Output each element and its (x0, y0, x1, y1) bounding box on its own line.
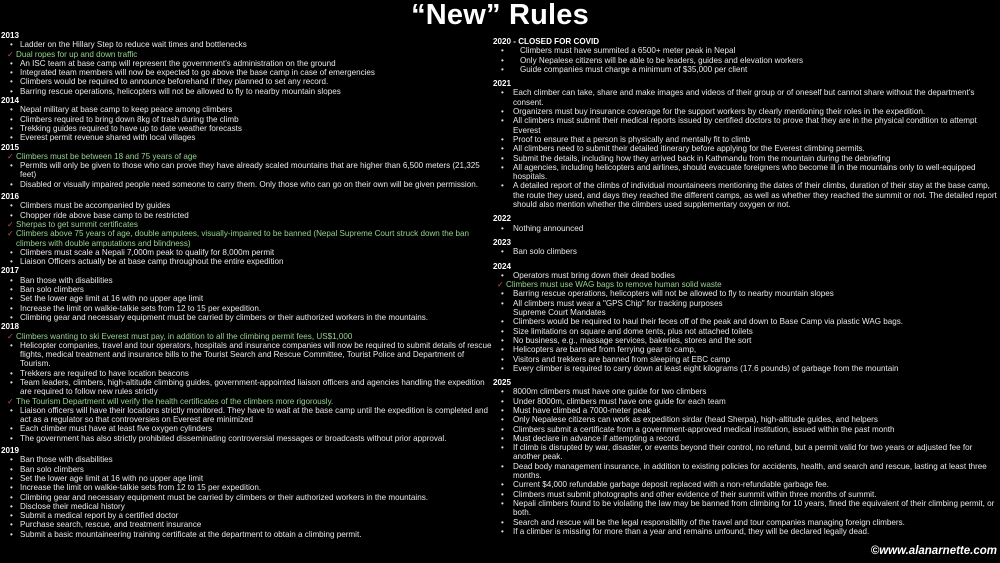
bullet-icon: • (501, 433, 504, 443)
rule-text: Climbing gear and necessary equipment must be carried by climbers or their authorized workers in the mountains. (20, 492, 429, 502)
year-heading: 2014 (1, 96, 20, 106)
rule-item (1, 115, 493, 124)
bullet-icon: • (10, 483, 13, 493)
rule-item (1, 211, 493, 220)
rule-item (1, 530, 493, 539)
bullet-icon: • (501, 134, 504, 144)
year-section (1, 31, 493, 96)
rule-text: Dual ropes for up and down traffic (16, 49, 138, 59)
rule-text: Set the lower age limit at 16 with no upper age limit (20, 294, 204, 304)
rule-item (493, 434, 998, 443)
rule-text: Search and rescue will be the legal responsibility of the travel and tour companies managing foreign climbers. (513, 517, 905, 527)
rule-text: Climbers must submit photographs and other evidence of their summit within three months of summit. (513, 489, 877, 499)
rule-text: Liaison Officers actually be at base camp throughout the entire expedition (20, 257, 284, 267)
bullet-icon: • (501, 55, 504, 65)
rule-item (493, 181, 998, 209)
bullet-icon: • (10, 368, 13, 378)
rule-text: Permits will only be given to those who can prove they have already scaled mountains that are higher than 6,500 meters (21,325 feet) (20, 161, 480, 180)
rule-text: Climbers required to bring down 8kg of trash during the climb (20, 114, 239, 124)
copyright-watermark: ©www.alanarnette.com (870, 545, 997, 557)
rule-item (493, 443, 998, 462)
year-heading: 2025 (493, 378, 512, 388)
bullet-icon: • (10, 464, 13, 474)
rule-item (1, 133, 493, 142)
rule-text: Climbers must scale a Nepali 7,000m peak to qualify for 8,000m permit (20, 247, 275, 257)
bullet-icon: • (501, 335, 504, 345)
rule-text: Nepali climbers found to be violating the law may be banned from climbing for 10 years, fined the equivalent of their climbing permit, or both. (513, 498, 995, 518)
bullet-icon: • (10, 40, 13, 50)
bullet-icon: • (10, 179, 13, 189)
rule-item (1, 378, 493, 397)
year-heading: 2022 (493, 214, 512, 224)
rule-text: All climbers must submit their medical reports issued by certified doctors to prove that they are in the physical condition to attempt Everest (513, 116, 977, 135)
bullet-icon: • (501, 298, 504, 308)
bullet-icon: • (10, 77, 13, 87)
bullet-icon: • (10, 312, 13, 322)
rule-item (493, 387, 998, 396)
bullet-icon: • (501, 526, 504, 536)
bullet-icon: • (501, 345, 504, 355)
rule-text: Every climber is required to carry down at least eight kilograms (17.6 pounds) of garbage from the mountain (513, 363, 899, 373)
rule-item (1, 483, 493, 492)
rule-item (493, 46, 998, 55)
rule-item (1, 294, 493, 303)
year-heading: 2020 - CLOSED FOR COVID (493, 37, 600, 46)
page-title: “New” Rules (411, 0, 589, 31)
bullet-icon: • (501, 480, 504, 490)
bullet-icon: • (10, 433, 13, 443)
rule-item (1, 59, 493, 68)
rule-item-implemented (1, 152, 493, 161)
rule-item (1, 369, 493, 378)
rule-item (1, 180, 493, 189)
rule-text: Set the lower age limit at 16 with no upper age limit (20, 473, 204, 483)
rule-text: Organizers must buy insurance coverage for the support workers by clearly mentioning their roles in the expedition. (513, 107, 926, 117)
rule-text: Guide companies must charge a minimum of $35,000 per client (520, 64, 748, 74)
bullet-icon: • (10, 133, 13, 143)
rule-item (1, 105, 493, 114)
checkmark-icon: ✓ (7, 151, 14, 161)
bullet-icon: • (501, 317, 504, 327)
year-section (493, 37, 998, 74)
bullet-icon: • (10, 492, 13, 502)
year-section (1, 266, 493, 322)
rule-item (1, 87, 493, 96)
year-heading: 2017 (1, 266, 20, 276)
rule-text: Climbers submit a certificate from a government-approved medical institution, issued within the past month (513, 424, 895, 434)
rule-text: Climbers would be required to haul their feces off of the peak and down to Base Camp via plastic WAG bags. (513, 317, 904, 327)
rule-text: Disclose their medical history (20, 501, 125, 511)
rule-item-implemented (1, 229, 493, 248)
rule-item (1, 276, 493, 285)
bullet-icon: • (10, 424, 13, 434)
rule-item (493, 154, 998, 163)
rule-text: A detailed report of the climbs of individual mountaineers mentioning the dates of their climbs, duration of their stay at the base camp, the route they used, and days they reached the different camps, as well as whether they reached the summit or not. The detailed report should also mention whether the climbers used supplementary oxygen or not. (513, 181, 997, 210)
rule-item (493, 397, 998, 406)
year-section (1, 143, 493, 189)
rule-item (1, 68, 493, 77)
rule-item (1, 248, 493, 257)
year-section (1, 446, 493, 539)
rule-text: Climbers must have summited a 6500+ meter peak in Nepal (520, 46, 736, 56)
rule-item-implemented (1, 332, 493, 341)
rule-item (1, 511, 493, 520)
rule-item (493, 336, 998, 345)
rule-text: Helicopters are banned from ferrying gear to camp, (513, 345, 697, 355)
rule-text: Dead body management insurance, in addition to existing policies for accidents, health, and search and rescue, lasting at least three months. (513, 461, 987, 481)
rule-text: Proof to ensure that a person is physically and mentally fit to climb (513, 134, 751, 144)
rule-text: All climbers must wear a "GPS Chip" for tracking purposes (513, 298, 723, 308)
rule-text: Submit the details, including how they arrived back in Kathmandu from the mountain during the debriefing (513, 153, 891, 163)
rule-item (493, 135, 998, 144)
bullet-icon: • (501, 162, 504, 172)
bullet-icon: • (10, 58, 13, 68)
rule-text: Helicopter companies, travel and tour operators, hospitals and insurance companies will now be required to submit details of rescue flights, medical treatment and insurance bills to the Tourist Search and Rescue Committee, Tourist Police and Department of Tourism. (20, 340, 492, 369)
rule-item (1, 455, 493, 464)
checkmark-icon: ✓ (7, 49, 14, 59)
rule-item (493, 289, 998, 298)
rule-item-implemented (1, 50, 493, 59)
bullet-icon: • (10, 529, 13, 539)
bullet-icon: • (10, 285, 13, 295)
year-heading: 2018 (1, 322, 20, 332)
subheading (493, 308, 998, 317)
year-section (493, 214, 998, 233)
rule-item (493, 271, 998, 280)
rule-item (1, 304, 493, 313)
rule-text: Ban solo climbers (20, 464, 84, 474)
rule-text: Must declare in advance if attempting a record. (513, 433, 682, 443)
rule-text: Climbers must be accompanied by guides (20, 201, 171, 211)
rule-item (493, 247, 998, 256)
rule-text: Supreme Court Mandates (513, 308, 606, 318)
checkmark-icon: ✓ (7, 229, 14, 239)
rule-text: The government has also strictly prohibited disseminating controversial messages or broadcasts without prior approval. (20, 433, 447, 443)
bullet-icon: • (10, 105, 13, 115)
rule-item (493, 406, 998, 415)
bullet-icon: • (501, 64, 504, 74)
rule-text: Trekking guides required to have up to date weather forecasts (20, 123, 242, 133)
bullet-icon: • (10, 86, 13, 96)
right-column (493, 37, 998, 536)
bullet-icon: • (501, 396, 504, 406)
bullet-icon: • (501, 443, 504, 453)
rule-text: Must have climbed a 7000-meter peak (513, 405, 651, 415)
rule-item (493, 527, 998, 536)
rule-item (493, 107, 998, 116)
bullet-icon: • (501, 354, 504, 364)
rule-text: Operators must bring down their dead bodies (513, 270, 675, 280)
bullet-icon: • (10, 511, 13, 521)
rule-text: Size limitations on square and dome tents, plus not attached toilets (513, 326, 753, 336)
year-section (493, 262, 998, 374)
rule-item (1, 406, 493, 425)
rule-item-implemented (1, 397, 493, 406)
rule-item (493, 425, 998, 434)
rule-item (1, 493, 493, 502)
year-section (493, 378, 998, 536)
rule-item (1, 474, 493, 483)
rule-text: Chopper ride above base camp to be restricted (20, 210, 189, 220)
rule-item (493, 88, 998, 107)
rule-text: Climbing gear and necessary equipment must be carried by climbers or their authorized workers in the mountains. (20, 312, 429, 322)
rule-text: Each climber can take, share and make images and videos of their group or of oneself but cannot share without the department’s consent. (513, 88, 975, 107)
rule-text: Each climber must have at least five oxygen cylinders (20, 424, 213, 434)
rule-text: The Tourism Department will verify the health certificates of the climbers more rigorously. (16, 396, 334, 406)
year-section (1, 96, 493, 142)
rule-item (1, 257, 493, 266)
rule-item (1, 77, 493, 86)
checkmark-icon: ✓ (7, 331, 14, 341)
bullet-icon: • (501, 498, 504, 508)
year-heading: 2023 (493, 237, 512, 247)
rule-item (493, 345, 998, 354)
rule-text: Ban those with disabilities (20, 275, 113, 285)
rule-item (1, 313, 493, 322)
rule-item (493, 518, 998, 527)
bullet-icon: • (501, 517, 504, 527)
year-heading: 2021 (493, 79, 512, 89)
bullet-icon: • (10, 473, 13, 483)
rule-text: Increase the limit on walkie-talkie sets from 12 to 15 per expedition. (20, 303, 262, 313)
rule-text: Climbers wanting to ski Everest must pay, in addition to all the climbing permit fees, US$1,000 (16, 331, 353, 341)
rule-text: Under 8000m, climbers must have one guide for each team (513, 396, 726, 406)
bullet-icon: • (10, 377, 13, 387)
rule-text: Climbers above 75 years of age, double amputees, visually-impaired to be banned (Nepal Supreme Court struck down the ban climbers with double amputations and blindness) (16, 229, 470, 248)
bullet-icon: • (501, 405, 504, 415)
rule-item (493, 415, 998, 424)
rule-text: Submit a basic mountaineering training certificate at the department to obtain a climbing permit. (20, 529, 362, 539)
year-heading: 2019 (1, 446, 20, 456)
rule-item (493, 65, 998, 74)
bullet-icon: • (10, 257, 13, 267)
rule-item (493, 480, 998, 489)
rule-text: All agencies, including helicopters and airlines, should evacuate foreigners who become ill in the mountains only to well-equipped hospitals. (513, 162, 976, 182)
rule-item (1, 161, 493, 180)
bullet-icon: • (501, 489, 504, 499)
rule-text: Current $4,000 refundable garbage deposit replaced with a non-refundable garbage fee. (513, 480, 829, 490)
checkmark-icon: ✓ (497, 280, 504, 290)
rule-item (493, 299, 998, 308)
rule-item (1, 124, 493, 133)
bullet-icon: • (501, 270, 504, 280)
rule-item (1, 424, 493, 433)
rule-text: Barring rescue operations, helicopters will not be allowed to fly to nearby mountain slopes (20, 86, 341, 96)
rule-item (493, 355, 998, 364)
bullet-icon: • (10, 247, 13, 257)
rule-text: Increase the limit on walkie-talkie sets from 12 to 15 per expedition. (20, 483, 262, 493)
rule-item-implemented (1, 220, 493, 229)
bullet-icon: • (501, 387, 504, 397)
rule-item (493, 327, 998, 336)
rule-text: Disabled or visually impaired people need someone to carry them. Only those who can go on their own will be given permission. (20, 179, 478, 189)
bullet-icon: • (10, 114, 13, 124)
rule-item (493, 499, 998, 518)
rule-text: An ISC team at base camp will represent the government’s administration on the ground (20, 58, 336, 68)
bullet-icon: • (501, 46, 504, 56)
bullet-icon: • (10, 303, 13, 313)
rule-item (493, 490, 998, 499)
rule-item (1, 465, 493, 474)
rule-text: No business, e.g., massage services, bakeries, stores and the sort (513, 335, 752, 345)
year-heading: 2015 (1, 142, 20, 152)
rule-item (493, 116, 998, 135)
rule-text: Climbers would be required to announce beforehand if they planned to set any record. (20, 77, 329, 87)
rule-item (1, 285, 493, 294)
rule-text: Only Nepalese citizens can work as expedition sirdar (head Sherpa), high-altitude guides, and helpers (513, 415, 878, 425)
rule-text: Ban solo climbers (513, 247, 577, 257)
bullet-icon: • (501, 415, 504, 425)
rule-item (1, 520, 493, 529)
year-section (1, 192, 493, 266)
rule-item-implemented (493, 280, 998, 289)
bullet-icon: • (10, 405, 13, 415)
rule-item (1, 502, 493, 511)
bullet-icon: • (10, 123, 13, 133)
rule-text: Nepal military at base camp to keep peace among climbers (20, 105, 233, 115)
bullet-icon: • (501, 181, 504, 191)
rule-item (1, 434, 493, 443)
bullet-icon: • (501, 88, 504, 98)
rule-text: Ladder on the Hillary Step to reduce wait times and bottlenecks (20, 40, 247, 50)
bullet-icon: • (501, 144, 504, 154)
rule-item (1, 40, 493, 49)
bullet-icon: • (501, 363, 504, 373)
bullet-icon: • (10, 520, 13, 530)
bullet-icon: • (501, 461, 504, 471)
rule-text: Team leaders, climbers, high-altitude climbing guides, government-appointed liaison officers and agencies handling the expedition are required to follow new rules strictly (20, 377, 485, 397)
bullet-icon: • (10, 275, 13, 285)
bullet-icon: • (10, 201, 13, 211)
bullet-icon: • (10, 455, 13, 465)
bullet-icon: • (501, 153, 504, 163)
year-section (1, 322, 493, 443)
rule-text: Only Nepalese citizens will be able to be leaders, guides and elevation workers (520, 55, 803, 65)
rule-text: Submit a medical report by a certified doctor (20, 511, 179, 521)
rule-text: Climbers must be between 18 and 75 years of age (16, 151, 197, 161)
rule-item (493, 317, 998, 326)
rule-text: Sherpas to get summit certificates (16, 219, 138, 229)
rule-text: If a climber is missing for more than a year and remains unfound, they will be declared legally dead. (513, 526, 870, 536)
rule-text: Trekkers are required to have location beacons (20, 368, 189, 378)
year-section (493, 238, 998, 257)
rule-text: If climb is disrupted by war, disaster, or events beyond their control, no refund, but a permit valid for two years or adjusted fee for another peak. (513, 443, 973, 462)
rule-text: 8000m climbers must have one guide for two climbers (513, 387, 707, 397)
rule-text: Barring rescue operations, helicopters will not be allowed to fly to nearby mountain slopes (513, 289, 834, 299)
bullet-icon: • (10, 210, 13, 220)
bullet-icon: • (10, 68, 13, 78)
year-heading: 2016 (1, 192, 20, 202)
year-heading: 2024 (493, 261, 512, 271)
rule-item (1, 201, 493, 210)
bullet-icon: • (501, 424, 504, 434)
checkmark-icon: ✓ (7, 396, 14, 406)
bullet-icon: • (501, 326, 504, 336)
bullet-icon: • (501, 289, 504, 299)
rule-text: Integrated team members will now be expected to go above the base camp in case of emergencies (20, 68, 375, 78)
rule-text: Nothing announced (513, 223, 584, 233)
rule-text: Visitors and trekkers are banned from sleeping at EBC camp (513, 354, 731, 364)
left-column (1, 31, 493, 539)
rule-text: Purchase search, rescue, and treatment insurance (20, 520, 202, 530)
rule-item (493, 163, 998, 182)
rule-text: Everest permit revenue shared with local villages (20, 133, 196, 143)
bullet-icon: • (501, 116, 504, 126)
bullet-icon: • (501, 223, 504, 233)
bullet-icon: • (10, 161, 13, 171)
bullet-icon: • (10, 294, 13, 304)
rule-text: Ban those with disabilities (20, 455, 113, 465)
bullet-icon: • (10, 340, 13, 350)
year-heading: 2013 (1, 31, 20, 40)
rule-item (493, 144, 998, 153)
checkmark-icon: ✓ (7, 219, 14, 229)
year-section (493, 79, 998, 209)
rule-text: Climbers must use WAG bags to remove human solid waste (506, 280, 722, 290)
rule-text: Liaison officers will have their locations strictly monitored. They have to wait at the base camp until the expedition is completed and act as a regulator so that controversies on Everest are minimized (20, 405, 489, 425)
bullet-icon: • (10, 501, 13, 511)
rule-text: Ban solo climbers (20, 285, 84, 295)
rule-text: All climbers need to submit their detailed itinerary before applying for the Everest climbing permits. (513, 144, 865, 154)
rule-item (493, 224, 998, 233)
rule-item (493, 364, 998, 373)
rule-item (493, 462, 998, 481)
bullet-icon: • (501, 107, 504, 117)
bullet-icon: • (501, 247, 504, 257)
rule-item (493, 56, 998, 65)
rule-item (1, 341, 493, 369)
